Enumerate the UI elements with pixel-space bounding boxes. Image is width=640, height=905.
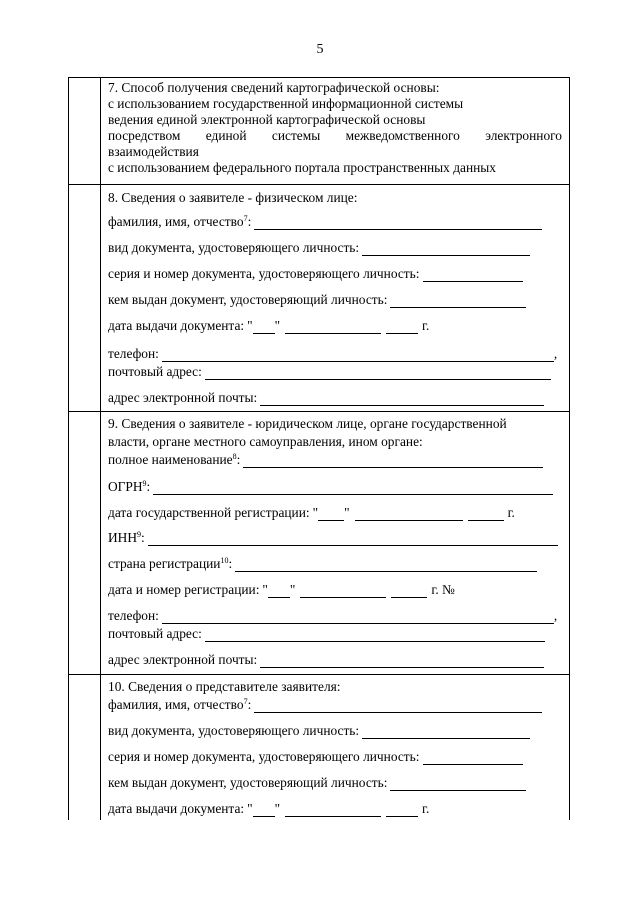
section-7-option-2: посредством единой системы межведомственного электронного [108,128,562,143]
s8-phone-label: телефон: [108,346,159,361]
s8-phone-input-line[interactable] [162,347,554,362]
footnote-ref: 7 [243,697,248,706]
s10-doc-type-input-line[interactable] [362,724,530,739]
s9-country-label: страна регистрации [108,556,221,571]
s9-reg-year-blank[interactable] [391,583,427,598]
footnote-ref: 10 [220,556,229,565]
s9-postal-label: почтовый адрес: [108,626,202,641]
s9-reg-num-suffix: г. № [431,582,455,597]
section-7-option-3: с использованием федерального портала пространственных данных [108,160,496,175]
s9-ogrn-input-line[interactable] [153,480,553,495]
section-9-title: 9. Сведения о заявителе - юридическом лице, органе государственной [108,416,507,431]
option-1-line-1: с использованием государственной информационной системы [108,96,464,111]
s9-postal-input-line[interactable] [205,627,545,642]
s9-email-field[interactable] [108,652,544,668]
s10-day-blank[interactable] [253,804,275,817]
footnote-ref: 8 [232,452,237,461]
section-8-title: 8. Сведения о заявителе - физическом лице: [108,190,358,205]
s8-email-field[interactable] [108,390,544,406]
s10-doc-date-label: дата выдачи документа: [108,801,245,816]
row-divider [68,411,570,412]
s8-doc-type-input-line[interactable] [362,241,530,256]
s9-reg-num-field[interactable]: дата и номер регистрации: " " г. № [108,582,455,597]
s8-postal-label: почтовый адрес: [108,364,202,379]
s9-reg-month-blank[interactable] [300,583,386,598]
s10-doc-issuer-field[interactable] [108,775,526,791]
s8-doc-issuer-label: кем выдан документ, удостоверяющий личность: [108,292,388,307]
s8-year-blank[interactable] [386,319,418,334]
s10-month-blank[interactable] [285,802,381,817]
footnote-ref: 9 [142,479,147,488]
section-7-option-1-cont: ведения единой электронной картографической основы [108,112,426,127]
s9-ogrn-label: ОГРН [108,479,143,494]
row-divider [68,674,570,675]
footnote-ref: 9 [137,530,142,539]
s10-year-blank[interactable] [386,802,418,817]
s8-doc-series-label: серия и номер документа, удостоверяющего личность: [108,266,420,281]
s9-reg-num-label: дата и номер регистрации: [108,582,260,597]
s8-doc-date-label: дата выдачи документа: [108,318,245,333]
s8-doc-type-label: вид документа, удостоверяющего личность: [108,240,360,255]
s10-fio-label: фамилия, имя, отчество [108,697,244,712]
page-number: 5 [316,42,324,57]
s9-email-label: адрес электронной почты: [108,652,258,667]
s8-email-label: адрес электронной почты: [108,390,258,405]
s8-fio-label: фамилия, имя, отчество [108,214,244,229]
table-right-border [569,77,570,820]
s9-inn-field[interactable]: ИНН$^9$: [108,530,558,546]
s8-fio-input-line[interactable] [254,215,542,230]
s9-country-field[interactable]: страна регистрации$^{10}$: [108,556,537,572]
s10-fio-input-line[interactable] [254,698,542,713]
s9-full-name-field[interactable]: полное наименование$^8$: [108,452,543,468]
s10-year-label: г. [422,801,430,816]
s9-postal-field[interactable] [108,626,545,642]
s9-year-label: г. [507,505,515,520]
table-column-divider [100,77,101,820]
s9-phone-label: телефон: [108,608,159,623]
s8-fio-field[interactable]: фамилия, имя, отчество$^7$: [108,214,542,230]
section-7-option-1 [108,96,463,112]
s9-phone-field[interactable]: телефон: , [108,608,558,623]
s9-email-input-line[interactable] [260,653,544,668]
s10-doc-series-input-line[interactable] [423,750,523,765]
s8-day-blank[interactable] [253,321,275,334]
s8-year-label: г. [422,318,430,333]
s10-doc-type-label: вид документа, удостоверяющего личность: [108,723,360,738]
section-7-option-2-cont: взаимодействия [108,144,199,159]
s10-doc-series-field[interactable] [108,749,523,765]
s9-country-input-line[interactable] [235,557,537,572]
s10-doc-issuer-input-line[interactable] [390,776,526,791]
s9-inn-label: ИНН [108,530,138,545]
s8-doc-type-field[interactable] [108,240,530,256]
s8-doc-series-field[interactable] [108,266,523,282]
s9-month-blank[interactable] [355,506,463,521]
table-top-border [68,77,570,78]
s10-doc-series-label: серия и номер документа, удостоверяющего личность: [108,749,420,764]
row-divider [68,184,570,185]
s10-doc-issuer-label: кем выдан документ, удостоверяющий личность: [108,775,388,790]
s10-fio-field[interactable]: фамилия, имя, отчество$^7$: [108,697,542,713]
s9-full-name-input-line[interactable] [243,453,543,468]
s8-email-input-line[interactable] [260,391,544,406]
footnote-ref: 7 [243,214,248,223]
s8-month-blank[interactable] [285,319,381,334]
s8-doc-date-field[interactable]: дата выдачи документа: " " г. [108,318,430,333]
section-7-title: 7. Способ получения сведений картографической основы: [108,80,440,95]
s9-reg-date-label: дата государственной регистрации: [108,505,310,520]
s9-year-blank[interactable] [468,506,504,521]
s8-doc-issuer-input-line[interactable] [390,293,526,308]
s8-postal-field[interactable] [108,364,551,380]
table-left-border [68,77,69,820]
s8-doc-issuer-field[interactable] [108,292,526,308]
s9-reg-day-blank[interactable] [268,585,290,598]
s9-inn-input-line[interactable] [148,531,558,546]
section-10-title: 10. Сведения о представителе заявителя: [108,679,341,694]
s8-postal-input-line[interactable] [205,365,551,380]
section-9-title-cont: власти, органе местного самоуправления, ином органе: [108,434,423,449]
s8-phone-field[interactable]: телефон: , [108,346,558,361]
s9-reg-date-field[interactable]: дата государственной регистрации: " " г. [108,505,515,520]
s8-doc-series-input-line[interactable] [423,267,523,282]
s9-day-blank[interactable] [318,508,344,521]
s9-full-name-label: полное наименование [108,452,233,467]
s10-doc-type-field[interactable] [108,723,530,739]
s9-phone-input-line[interactable] [162,609,554,624]
s10-doc-date-field[interactable]: дата выдачи документа: " " г. [108,801,430,816]
s9-ogrn-field[interactable]: ОГРН$^9$: [108,479,553,495]
